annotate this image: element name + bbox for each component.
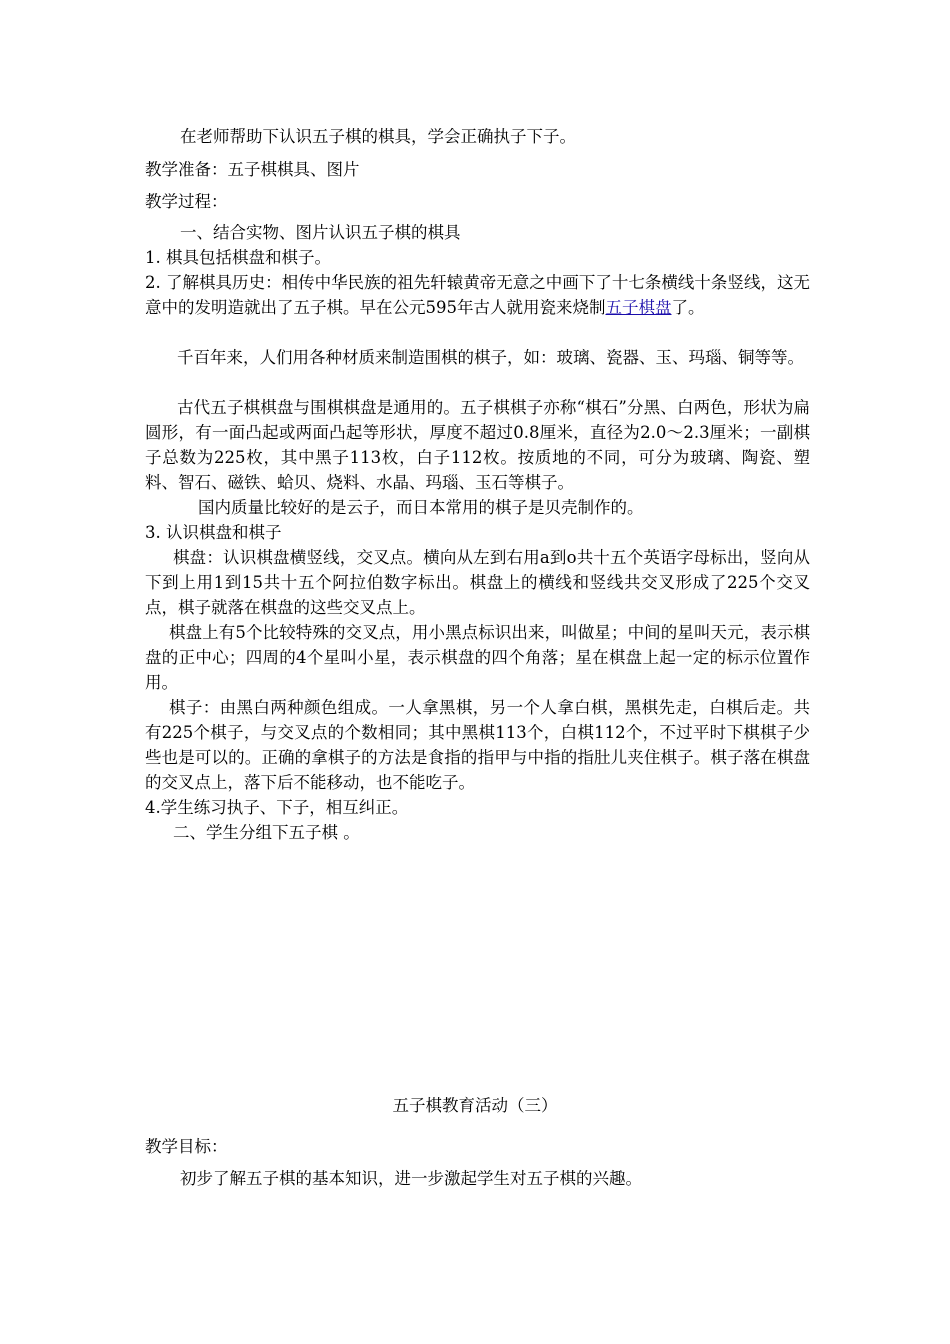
teaching-goal-text-2: 初步了解五子棋的基本知识，进一步激起学生对五子棋的兴趣。 bbox=[180, 1169, 642, 1188]
item2-paragraph bbox=[145, 270, 810, 320]
materials-paragraph: 千百年来，人们用各种材质来制造围棋的棋子，如：玻璃、瓷器、玉、玛瑙、铜等等。 bbox=[177, 348, 804, 367]
part2-heading: 二、学生分组下五子棋 。 bbox=[173, 823, 360, 842]
ancient-pieces-paragraph: 古代五子棋棋盘与围棋棋盘是通用的。五子棋棋子亦称“棋石”分黑、白两色，形状为扁圆形，有一面凸起或两面凸起等形状，厚度不超过0.8厘米，直径为2.0～2.3厘米；一副棋子总数为225枚，其中黑子113枚，白子112枚。按质地的不同，可分为玻璃、陶瓷、塑料、智石、磁铁、蛤贝、烧料、水晶、玛瑙、玉石等棋子。 bbox=[145, 398, 810, 492]
part1-heading: 一、结合实物、图片认识五子棋的棋具 bbox=[180, 223, 461, 242]
item4-text: 4.学生练习执子、下子，相互纠正。 bbox=[145, 798, 409, 817]
stones-paragraph: 棋子：由黑白两种颜色组成。一人拿黑棋，另一个人拿白棋，黑棋先走，白棋后走。共有225个棋子，与交叉点的个数相同；其中黑棋113个，白棋112个，不过平时下棋棋子少些也是可以的。正确的拿棋子的方法是食指的指甲与中指的指肚儿夹住棋子。棋子落在棋盘的交叉点上，落下后不能移动，也不能吃子。 bbox=[145, 698, 810, 792]
teaching-goal-label: 教学目标： bbox=[145, 1137, 228, 1156]
teaching-process-label: 教学过程： bbox=[145, 192, 228, 211]
item1-text: 1. 棋具包括棋盘和棋子。 bbox=[145, 248, 331, 267]
teaching-goal-text: 在老师帮助下认识五子棋的棋具，学会正确执子下子。 bbox=[180, 127, 576, 146]
stars-paragraph: 棋盘上有5个比较特殊的交叉点，用小黑点标识出来，叫做星；中间的星叫天元，表示棋盘的正中心；四周的4个星叫小星，表示棋盘的四个角落；星在棋盘上起一定的标示位置作用。 bbox=[145, 623, 810, 692]
gomoku-board-link[interactable]: 五子棋盘 bbox=[605, 298, 672, 317]
item3-text: 3. 认识棋盘和棋子 bbox=[145, 523, 282, 542]
teaching-preparation: 教学准备：五子棋棋具、图片 bbox=[145, 160, 360, 179]
item2-tail: 了。 bbox=[671, 298, 705, 317]
quality-paragraph: 国内质量比较好的是云子，而日本常用的棋子是贝壳制作的。 bbox=[198, 498, 644, 517]
item2-text: 2. 了解棋具历史：相传中华民族的祖先轩辕黄帝无意之中画下了十七条横线十条竖线，这无意中的发明造就出了五子棋。早在公元595年古人就用瓷来烧制 bbox=[145, 273, 810, 317]
activity-title: 五子棋教育活动（三） bbox=[392, 1096, 558, 1115]
board-paragraph: 棋盘：认识棋盘横竖线，交叉点。横向从左到右用a到o共十五个英语字母标出，竖向从下到上用1到15共十五个阿拉伯数字标出。棋盘上的横线和竖线共交叉形成了225个交叉点，棋子就落在棋盘的这些交叉点上。 bbox=[145, 548, 810, 617]
